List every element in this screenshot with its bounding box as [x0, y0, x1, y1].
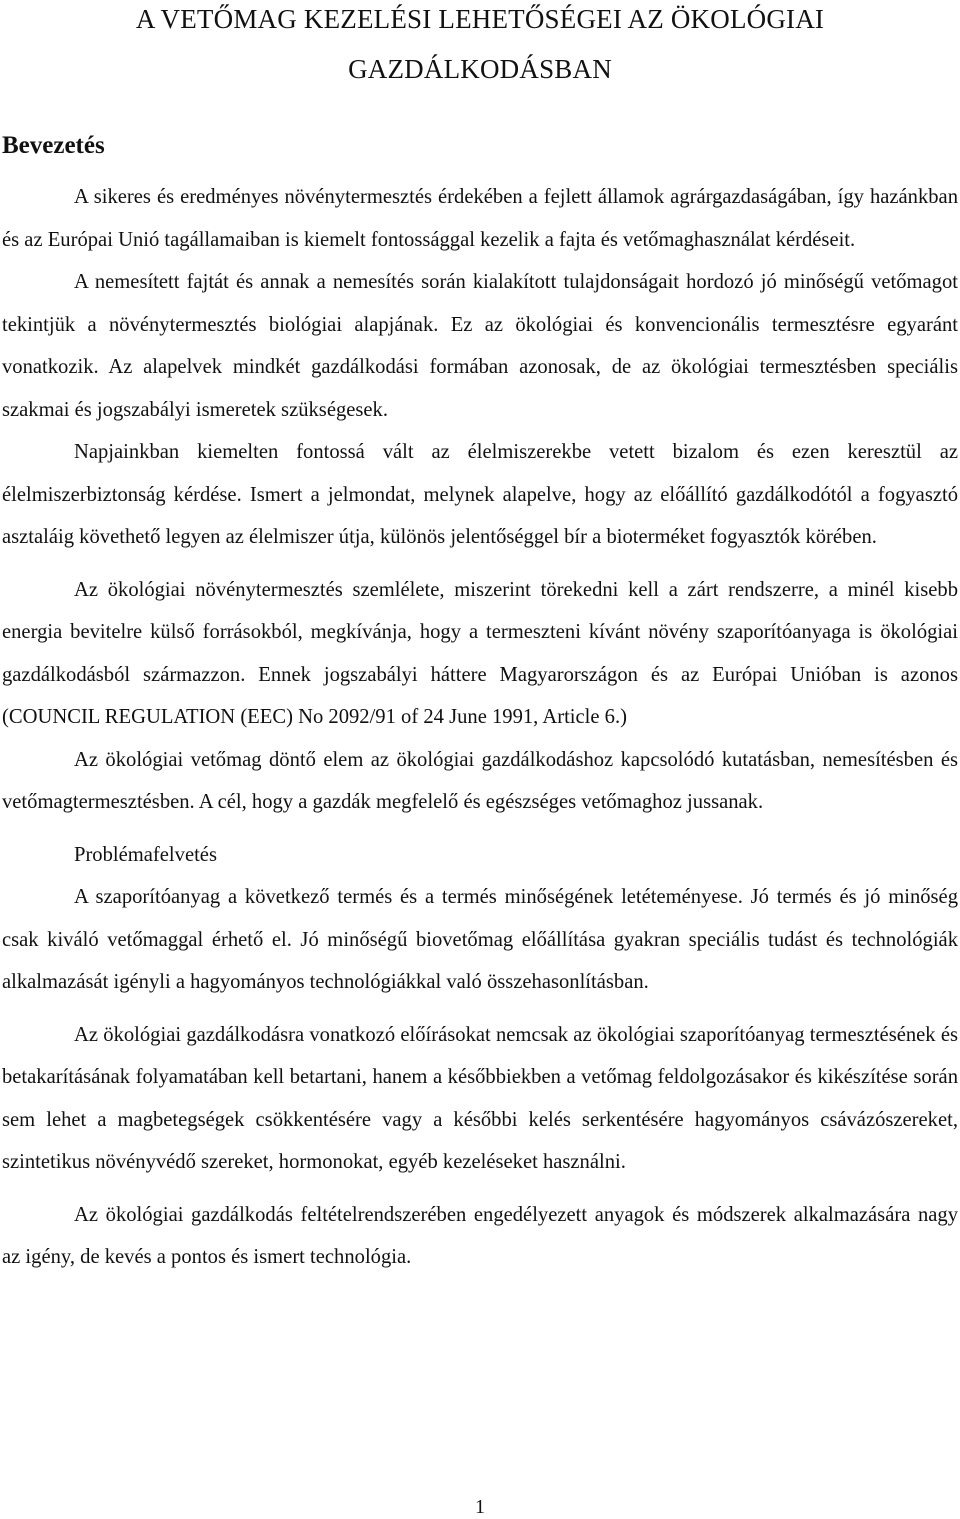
paragraph-1: A sikeres és eredményes növénytermesztés érdekében a fejlett államok agrárgazdaságában, így hazánkban és az Európai Unió tagállamaiban is kiemelt fontossággal kezelik a fajta és vetőmaghasználat kérdéseit. [2, 186, 958, 251]
subheading-problem-statement: Problémafelvetés [74, 843, 217, 866]
paragraph-2: A nemesített fajtát és annak a nemesítés során kialakított tulajdonságait hordozó jó minőségű vetőmagot tekintjük a növénytermesztés biológiai alapjának. Ez az ökológiai és konvencionális termesztésre egyaránt vonatkozik. Az alapelvek mindkét gazdálkodási formában azonosak, de az ökológiai termesztésben speciális szakmai és jogszabályi ismeretek szükségesek. [2, 271, 958, 421]
document-body [2, 176, 958, 1279]
section-heading-introduction: Bevezetés [2, 132, 105, 159]
paragraph-7: Az ökológiai gazdálkodásra vonatkozó előírásokat nemcsak az ökológiai szaporítóanyag termesztésének és betakarításának folyamatában kell betartani, hanem a későbbiekben a vetőmag feldolgozásakor és kikészítése során sem lehet a magbetegségek csökkentésére vagy a későbbi kelés serkentésére hagyományos csávázószereket, szintetikus növényvédő szereket, hormonokat, egyéb kezeléseket használni. [2, 1023, 958, 1173]
paragraph-6: A szaporítóanyag a következő termés és a termés minőségének letéteményese. Jó termés és jó minőség csak kiváló vetőmaggal érhető el. Jó minőségű biovetőmag előállítása gyakran speciális tudást és technológiák alkalmazását igényli a hagyományos technológiákkal való összehasonlításban. [2, 886, 958, 993]
paragraph-3: Napjainkban kiemelten fontossá vált az élelmiszerekbe vetett bizalom és ezen keresztül az élelmiszerbiztonság kérdése. Ismert a jelmondat, melynek alapelve, hogy az előállító gazdálkodótól a fogyasztó asztaláig követhető legyen az élelmiszer útja, különös jelentőséggel bír a bioterméket fogyasztók körében. [2, 441, 958, 548]
page-number: 1 [475, 1496, 485, 1518]
paragraph-5: Az ökológiai vetőmag döntő elem az ökológiai gazdálkodáshoz kapcsolódó kutatásban, nemesítésben és vetőmagtermesztésben. A cél, hogy a gazdák megfelelő és egészséges vetőmaghoz jussanak. [2, 748, 958, 813]
document-title-line-2: GAZDÁLKODÁSBAN [348, 54, 612, 84]
document-title-line-1: A VETŐMAG KEZELÉSI LEHETŐSÉGEI AZ ÖKOLÓGIAI [135, 4, 825, 34]
paragraph-8: Az ökológiai gazdálkodás feltételrendszerében engedélyezett anyagok és módszerek alkalmazására nagy az igény, de kevés a pontos és ismert technológia. [2, 1203, 958, 1268]
paragraph-4: Az ökológiai növénytermesztés szemlélete, miszerint törekedni kell a zárt rendszerre, a minél kisebb energia bevitelre külső forrásokból, megkívánja, hogy a termeszteni kívánt növény szaporítóanyaga is ökológiai gazdálkodásból származzon. Ennek jogszabályi háttere Magyarországon és az Európai Unióban is azonos (COUNCIL REGULATION (EEC) No 2092/91 of 24 June 1991, Article 6.) [2, 578, 958, 728]
